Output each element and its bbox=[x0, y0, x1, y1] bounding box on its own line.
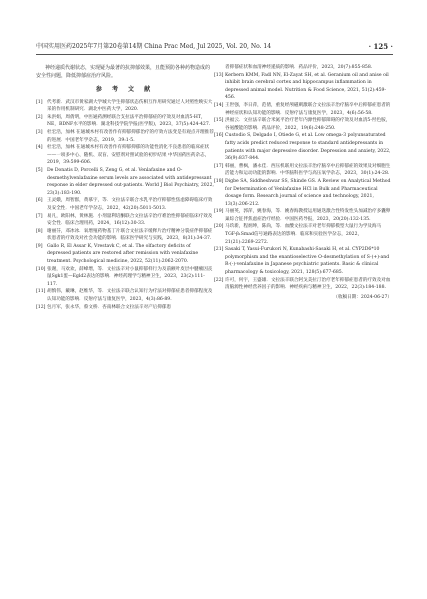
reference-number: [9] bbox=[36, 243, 43, 249]
reference-text: 马玖新，程炳坤，陈尚，等．血酸文拉法辛对老年抑郁模型大鼠行为学及海马TGF-β₁Smad信号通路表达的影响．临床和实验医学杂志，2022，21(21):2269-2272. bbox=[225, 224, 382, 245]
reference-number: [21] bbox=[214, 247, 224, 253]
reference-number: [15] bbox=[214, 118, 224, 124]
reference-item bbox=[36, 99, 214, 114]
reference-item bbox=[36, 304, 214, 312]
reference-item bbox=[214, 132, 392, 162]
reference-item bbox=[214, 102, 392, 117]
reference-item bbox=[36, 288, 214, 303]
reference-text: 杜宏浩，加林 在通城木村有改善作有抑郁抑郁的功能性消化不良患者的临床症状——一项多中心、随机、双盲、安慰剂对照试验的初步结果 中华国药医药杂志，2019，39:599-606. bbox=[47, 145, 210, 166]
reference-text: 者抑郁症状和血清神经递质的影响．药品评价，2023，20(7):855-858. bbox=[225, 65, 373, 70]
reference-text: 马丽英，郭萍，姚春海，等．姚春海教授运用通迭激合性特发性头加减治疗多囊卵巢综合征伴焦虑症治疗经验．中国医药导报，2023，20(20):132-135. bbox=[225, 209, 391, 222]
references-heading: 参 考 文 献 bbox=[95, 86, 155, 93]
reference-item bbox=[214, 163, 392, 178]
reference-number: [17] bbox=[214, 163, 224, 169]
reference-number: [7] bbox=[36, 213, 43, 219]
reference-text: 包月军，张永华，蔡文桥．杏南林联合文拉法辛对产后抑郁患 bbox=[47, 304, 172, 310]
reference-item bbox=[214, 72, 392, 102]
reference-text: 易凡，欧阳林，黄林施．小剂量利培酮联合文拉法辛治疗难治性抑郁症临床疗效及安全性．临床合理用药，2024，16(12):30-33. bbox=[47, 213, 213, 227]
reference-item bbox=[36, 243, 214, 266]
received-date: （收稿日期：2024-06-27） bbox=[333, 294, 392, 300]
reference-number: [12] bbox=[36, 304, 46, 310]
reference-item bbox=[214, 117, 392, 132]
reference-item bbox=[36, 213, 214, 228]
reference-text: Kerbern KMM, Fadl NN, El-Zayat SH, et al. Geranium oil and anise oil inhibit brain cerebral cortex and hippocampus inflammation in depressed animal model. Nutrition & Food Science, 2021, 51(2):459-456. bbox=[225, 72, 389, 101]
body-paragraph: 神经递质代谢状态，实现疑为最著的抗抑郁效果，且能预防各种药物造成的安全性问题，降低抑郁症治疗风险。 bbox=[36, 65, 211, 79]
reference-text: 王世强，李日萍，范倩，重复经颅磁刺激联合文拉法辛治疗脑卒中后抑郁症患者的神经症状和认知功能的影响．反射疗法与康复医学，2023，4(6):56-58. bbox=[225, 102, 391, 116]
reference-number: [3] bbox=[36, 129, 43, 135]
reference-item bbox=[36, 167, 214, 197]
right-column bbox=[214, 64, 392, 301]
reference-text: 谢丽芬，邓冰冰．氧增殖药物基丁片联合文拉法辛缓释片治疗精神分裂症伴抑郁症状患者的疗效及对社会功能的影响．临床医学研究与实践，2023，8(31):34-37. bbox=[47, 228, 213, 242]
reference-text: 朱洪娟，周倩明，中医通药测经联合支拉法平治抑郁症的疗效及对血清5-HT，NE，BDNF水平的影响．湖北科技学院学报(医学版)，2023，37(5):424-427. bbox=[47, 114, 211, 128]
reference-number: [20] bbox=[214, 224, 224, 230]
left-column bbox=[36, 64, 214, 311]
reference-number: [6] bbox=[36, 198, 43, 204]
reference-item bbox=[214, 178, 392, 208]
reference-item bbox=[214, 64, 392, 72]
reference-item bbox=[36, 114, 214, 129]
reference-number: [10] bbox=[36, 266, 46, 272]
reference-number: [18] bbox=[214, 178, 224, 184]
reference-text: De Donatis D, Porcelli S, Zeng G, et al. Venlafaxine and O-desmethylvenlafaxine serum levels are associated with antidepressant response in elder depressed out-patients. World J Biol Psychiatry, 2022, 23(3):183-190. bbox=[47, 167, 214, 196]
reference-text: 张谢，马欢欢，薛峰增，等．文拉法辛对小鼠抑郁样行为及前额叶皮层中腱瘤因丧鼠Sgk1蛋—Egld2表达的影响．神经药理学与精神卫生，2023，23(2):111-117. bbox=[47, 266, 213, 287]
reference-number: [22] bbox=[214, 277, 224, 283]
reference-item bbox=[214, 208, 392, 223]
reference-text: Gallo R, El Assar K, Vrestavk C, et al. The olfactory deficits of depressed patients are restored after remission with venlafaxine treatment. Psychological medicine, 2022, 52(11):2062-2070. bbox=[47, 243, 199, 265]
reference-item bbox=[36, 266, 214, 289]
reference-text: 杜宏浩，加林 在通城木村有改善作有抑郁抑郁治疗的疗效方法变是有观点开理推荐的进展．中国老年学杂志，2019，39:1-5. bbox=[47, 129, 214, 143]
page-number: · 125 · bbox=[368, 42, 393, 51]
reference-text: 代考新．武汉市黄家湖大学城大学生抑郁状态伤相互作用研究通过人对照性映实大采的作用机制研究．湖北中医药大学，2020. bbox=[47, 99, 213, 113]
reference-number bbox=[214, 64, 225, 72]
reference-number: [1] bbox=[36, 99, 43, 105]
reference-item bbox=[36, 129, 214, 144]
reference-item bbox=[36, 144, 214, 167]
reference-text: 洪福云．文拉法辛联合米氮平治疗老年内源性抑郁障碍的疗效及对血清5-羟色胺，谷氨酸能的影响．药品评价，2022，19(6):248-250. bbox=[225, 118, 391, 131]
reference-text: 王灵娥，周智群，黄慕宇，等．文拉法辛联合水乳平治疗抑郁性焦虑障碍临床疗效及安全性．中国老年学杂志，2022，42(20):5011-5013. bbox=[47, 198, 213, 211]
journal-header: 中国实用医药2025年7月第20卷第14期 China Prac Med, Jul 2025, Vol. 20, No. 14 bbox=[36, 43, 272, 50]
reference-number: [5] bbox=[36, 167, 43, 173]
reference-item bbox=[214, 246, 392, 276]
reference-list-right bbox=[214, 64, 392, 292]
reference-text: 许可，何宇，王盛雄．文拉法辛联合阿戈美拉汀治疗老年抑郁症患者的疗效及对血清脑源性神经营养因子的影响．神经疾病与精神卫生，2022，22(3):184-188. bbox=[225, 277, 391, 291]
reference-text: Sasaki T, Yasui-Furukori N, Kunabashi-Sasaki H, et al. CYP2D6*10 polymorphism and the enantioselective O-desmethylation of S-(+)-and R-(-)-venlafaxine in Japanese psychiatric patients. Basic & clinical pharmacology & toxicology, 2021, 128(5):677-685. bbox=[225, 247, 390, 276]
reference-item bbox=[36, 228, 214, 243]
reference-item bbox=[214, 223, 392, 246]
reference-text: Digbe SA, Siddheshwar SS, Shinde GS. A Review on Analytical Method for Determination of Venlafaxine HCl in Bulk and Pharmaceutical dosage form. Research journal of science and technology, 2021, 13(3):206-212. bbox=[225, 178, 391, 207]
reference-number: [13] bbox=[214, 72, 224, 78]
reference-number: [8] bbox=[36, 228, 43, 234]
reference-number: [16] bbox=[214, 133, 224, 139]
running-header bbox=[36, 42, 393, 55]
reference-text: 韩丽，曹枫，潘永佳．西压机联用文拉法辛治疗脑卒中后抑郁症的效果及对细胞生活能力和运动功能的影响．中华脑科医学与高压氧学杂志，2023，30(1):24-28. bbox=[225, 163, 391, 177]
reference-number: [11] bbox=[36, 289, 46, 295]
reference-item bbox=[36, 197, 214, 212]
reference-number: [19] bbox=[214, 209, 224, 215]
reference-list-left bbox=[36, 99, 214, 312]
reference-item bbox=[214, 277, 392, 292]
reference-text: Custodio S, Delgado I, Otiede G, et al. Low omega-3 polyunsaturated fatty acids predict reduced response to standard antidepressants in patients with major depressive disorder. Depression and anxiety, 2022, 36(9):837-844. bbox=[225, 133, 391, 162]
reference-number: [2] bbox=[36, 114, 43, 120]
reference-text: 胡慎伟，戴琳，赵维华，等．文拉法辛联合认知行为疗法对抑郁症患者抑郁程度及认知功能的影响．反射疗法与康复医学，2023，4(3):86-89. bbox=[47, 289, 213, 303]
reference-number: [4] bbox=[36, 145, 43, 151]
reference-number: [14] bbox=[214, 102, 224, 108]
